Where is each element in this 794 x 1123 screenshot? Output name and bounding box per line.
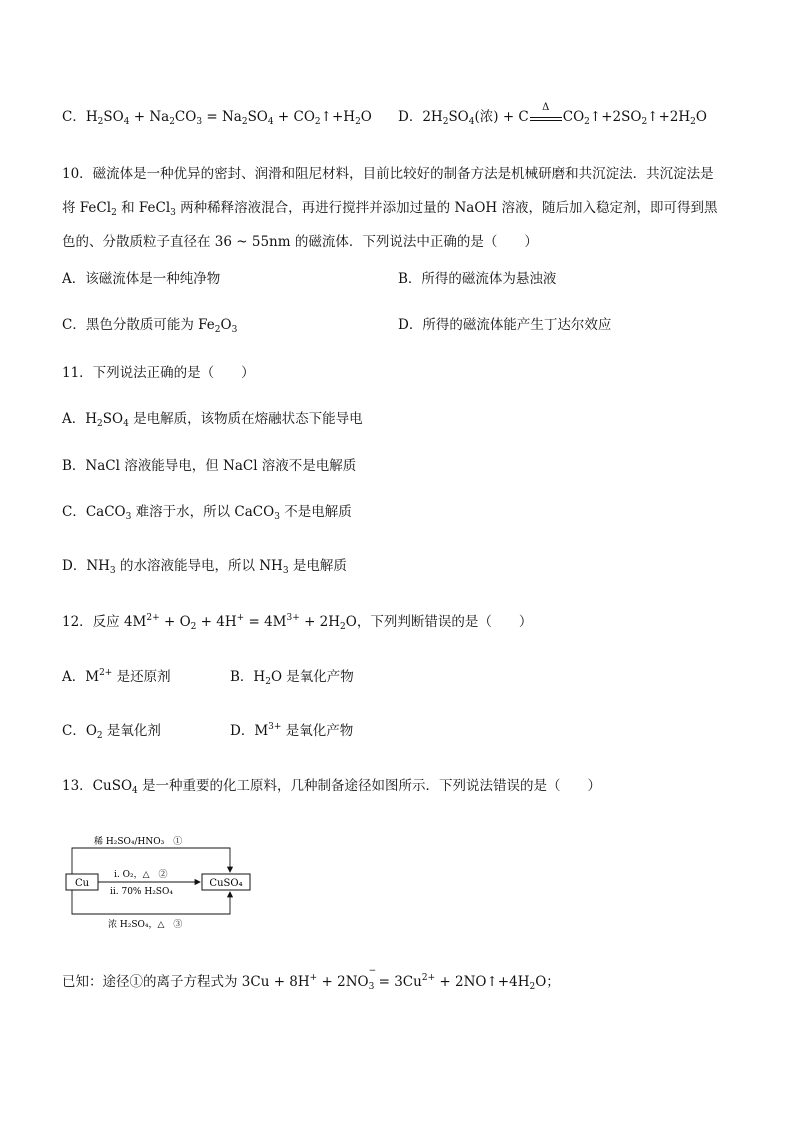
- q10-stem-line3: 色的、分散质粒子直径在 36 ~ 55nm 的磁流体．下列说法中正确的是（ ）: [62, 234, 538, 250]
- q11-option-d: D．$NH_3$ 的水溶液能导电，所以 $NH_3$ 是电解质: [62, 558, 347, 576]
- route-1-label: 稀 H₂SO₄/HNO₃ ①: [94, 837, 183, 847]
- cu-label: Cu: [74, 878, 90, 889]
- q9-option-d: D．$2H_2SO_4$(浓) + C Δ $CO_2↑+2SO_2↑+2H_2O$: [398, 101, 707, 127]
- route-2-condition-1: ⅰ. O₂，△ ②: [114, 870, 168, 880]
- q9-option-c: C．$H_2SO_4 + Na_2CO_3 = Na_2SO_4$ + $CO_2↑+H_2O$: [62, 109, 372, 127]
- preparation-route-diagram: [62, 830, 262, 935]
- q12-option-b: B．$H_2O$ 是氧化产物: [230, 669, 354, 687]
- q13-known-equation: 已知：途径①的离子方程式为 3Cu + 8H+ + 2NO − $_3 = 3Cu^{2+}$ + $2NO↑+4H_2O$；: [62, 966, 560, 992]
- route-3-label: 浓 H₂SO₄，△ ③: [108, 920, 183, 930]
- q10-option-a: A．该磁流体是一种纯净物: [62, 271, 221, 287]
- q13-stem: 13．CuSO$_4$ 是一种重要的化工原料，几种制备途径如图所示．下列说法错误的是（ ）: [62, 778, 602, 796]
- q12-option-a: A．$M^{2+}$ 是还原剂: [62, 668, 171, 685]
- route-2-condition-2: ⅱ. 70% H₂SO₄: [110, 887, 173, 897]
- cuso4-label: CuSO₄: [209, 878, 243, 889]
- q11-option-b: B．NaCl 溶液能导电，但 NaCl 溶液不是电解质: [62, 458, 357, 474]
- q10-option-d: D．所得的磁流体能产生丁达尔效应: [398, 317, 612, 333]
- q11-option-c: C．CaCO$_3$ 难溶于水，所以 CaCO$_3$ 不是电解质: [62, 504, 352, 522]
- q12-option-d: D．$M^{3+}$ 是氧化产物: [230, 722, 354, 739]
- q10-stem-line1: 10．磁流体是一种优异的密封、润滑和阻尼材料，目前比较好的制备方法是机械研磨和共沉淀法．共沉淀法是: [62, 166, 714, 182]
- q12-option-c: C．$O_2$ 是氧化剂: [62, 723, 161, 741]
- q11-stem: 11．下列说法正确的是（ ）: [62, 365, 255, 381]
- reaction-condition-sign: Δ: [529, 109, 563, 127]
- q11-option-a: A．$H_2SO_4$ 是电解质，该物质在熔融状态下能导电: [62, 411, 363, 429]
- q12-stem: 12．反应 $4M^{2+} + O_2 + 4H^+ = 4M^{3+} + 2H_2O$，下列判断错误的是（ ）: [62, 613, 533, 632]
- q10-stem-line2: 将 FeCl$_2$ 和 FeCl$_3$ 两种稀释溶液混合，再进行搅拌并添加过量的 NaOH 溶液，随后加入稳定剂，即可得到黑: [62, 200, 718, 218]
- q10-option-c: C．黑色分散质可能为 $Fe_2O_3$: [62, 317, 238, 335]
- q10-option-b: B．所得的磁流体为悬浊液: [398, 271, 557, 287]
